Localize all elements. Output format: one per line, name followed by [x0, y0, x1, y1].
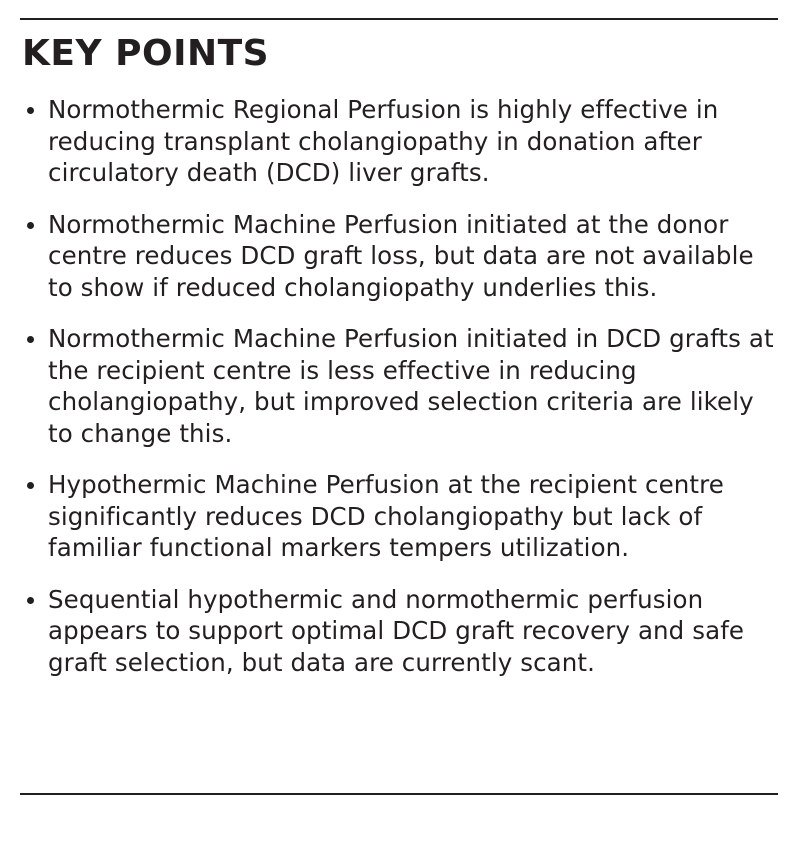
key-point-text: Normothermic Regional Perfusion is highly effective in reducing transplant cholangiopathy in donation after circulatory death (DCD) liver grafts.	[48, 95, 719, 187]
bullet-icon	[27, 336, 34, 343]
key-point-text: Normothermic Machine Perfusion initiated at the donor centre reduces DCD graft loss, but data are not available to show if reduced cholangiopathy underlies this.	[48, 209, 754, 302]
key-points-list	[20, 94, 778, 678]
key-point-item	[20, 94, 778, 189]
bullet-icon	[27, 482, 34, 489]
bullet-icon	[27, 597, 34, 604]
key-points-box	[20, 18, 778, 698]
key-points-heading: KEY POINTS	[22, 33, 270, 74]
bullet-icon	[27, 107, 34, 114]
top-rule	[20, 18, 778, 20]
bottom-rule	[20, 793, 778, 795]
key-point-item	[20, 469, 778, 564]
key-point-item	[20, 584, 778, 679]
key-point-text: Sequential hypothermic and normothermic perfusion appears to support optimal DCD graft recovery and safe graft selection, but data are currently scant.	[48, 584, 745, 677]
key-point-text: Normothermic Machine Perfusion initiated in DCD grafts at the recipient centre is less effective in reducing cholangiopathy, but improved selection criteria are likely to change this.	[48, 324, 774, 448]
key-point-item	[20, 323, 778, 449]
key-point-text: Hypothermic Machine Perfusion at the recipient centre significantly reduces DCD cholangiopathy but lack of familiar functional markers tempers utilization.	[48, 470, 724, 562]
bullet-icon	[27, 222, 34, 229]
key-point-item	[20, 209, 778, 304]
